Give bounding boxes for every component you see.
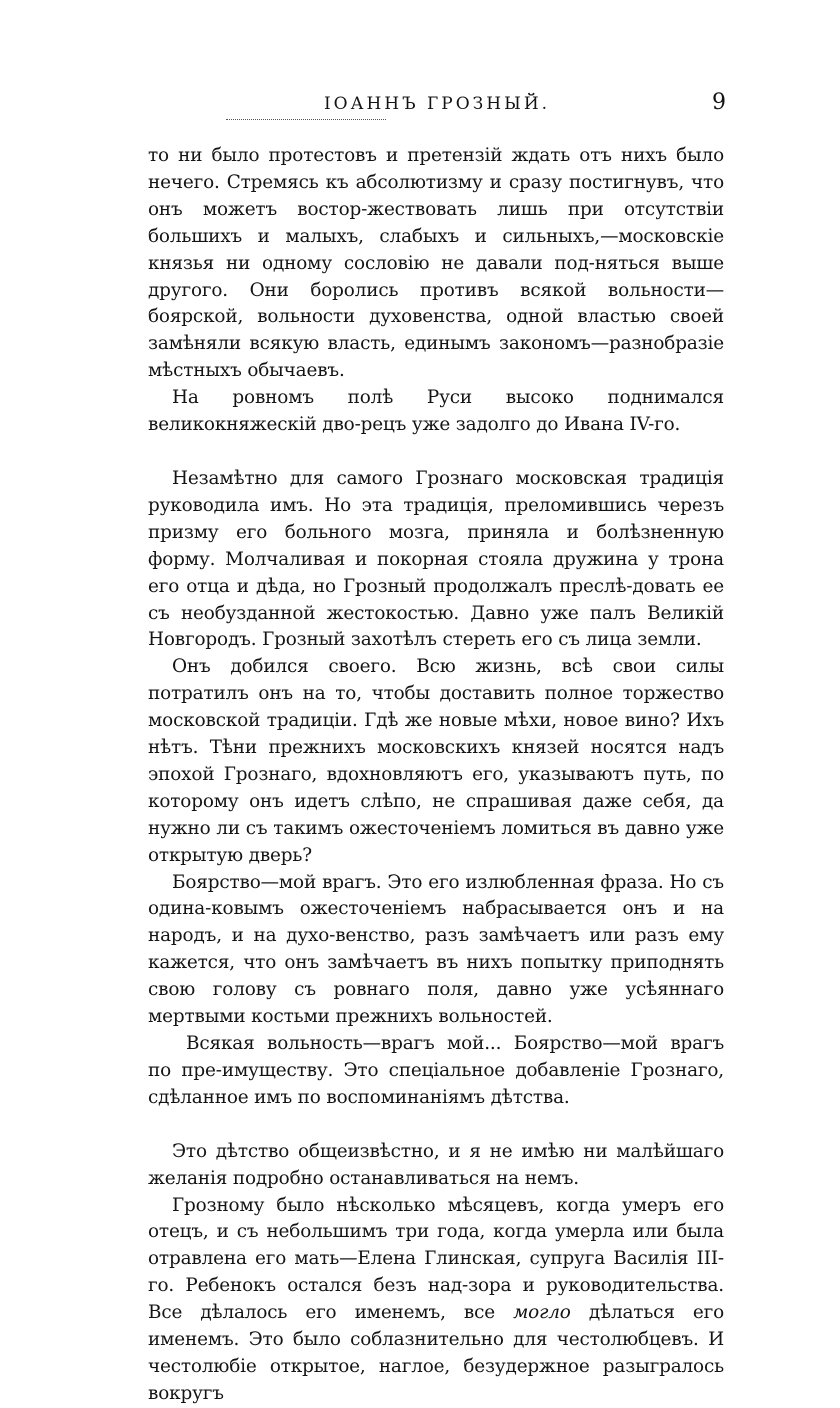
page-number: 9 <box>712 90 726 115</box>
paragraph-4: Онъ добился своего. Всю жизнь, всѣ свои силы потратилъ онъ на то, чтобы доставить полное торжество московской традиціи. Гдѣ же новые мѣхи, новое вино? Ихъ нѣтъ. Тѣни прежнихъ московскихъ князей носятся надъ эпохой Грознаго, вдохновляютъ его, указываютъ путь, по которому онъ идетъ слѣпо, не спрашивая даже себя, да нужно ли съ такимъ ожесточеніемъ ломиться въ давно уже открытую дверь? <box>148 656 724 866</box>
paragraph-8-text: Грозному было нѣсколько мѣсяцевъ, когда умеръ его отецъ, и съ небольшимъ три года, когда умерла или была отравлена его мать—Елена Глинская, супруга Василія III-го. Ребенокъ остался безъ над-зора и руководительства. Все дѣлалось его именемъ, все <box>148 1194 724 1324</box>
paragraph-6: Всякая вольность—врагъ мой... Боярство—мой врагъ по пре-имуществу. Это спеціальное добавленіе Грознаго, сдѣланное имъ по воспоминаніямъ дѣтства. <box>148 1033 724 1108</box>
running-head <box>148 90 726 122</box>
running-title: ІОАННЪ ГРОЗНЫЙ. <box>323 94 551 114</box>
paragraph-2: На ровномъ полѣ Руси высоко поднимался великокняжескій дво-рецъ уже задолго до Ивана IV-го. <box>148 387 724 436</box>
header-divider <box>226 119 386 120</box>
paragraph-5: Боярство—мой врагъ. Это его излюбленная фраза. Но съ одина-ковымъ ожесточеніемъ набрасывается онъ и на народъ, и на духо-венство, разъ замѣчаетъ или разъ ему кажется, что онъ замѣчаетъ въ нихъ попытку приподнять свою голову съ ровнаго поля, давно уже усѣяннаго мертвыми костьми прежнихъ вольностей. <box>148 871 724 1028</box>
paragraph-8 <box>148 1193 724 1408</box>
paragraph-3: Незамѣтно для самого Грознаго московская традиція руководила имъ. Но эта традиція, преломившись черезъ призму его больного мозга, приняла и болѣзненную форму. Молчаливая и покорная стояла дружина у трона его отца и дѣда, но Грозный продолжалъ преслѣ-довать ее съ необузданной жестокостью. Давно уже палъ Великій Новгородъ. Грозный захотѣлъ стереть его съ лица земли. <box>148 467 724 651</box>
paragraph-7: Это дѣтство общеизвѣстно, и я не имѣю ни малѣйшаго желанія подробно останавливаться на немъ. <box>148 1140 724 1189</box>
paragraph-1: то ни было протестовъ и претензій ждать отъ нихъ было нечего. Стремясь къ абсолютизму и сразу постигнувъ, что онъ можетъ востор-жествовать лишь при отсутствіи большихъ и малыхъ, слабыхъ и сильныхъ,—московскіе князья ни одному сословію не давали под-няться выше другого. Они боролись противъ всякой вольности—боярской, вольности духовенства, одной властью своей замѣняли всякую власть, единымъ закономъ—разнобразіе мѣстныхъ обычаевъ. <box>148 145 724 382</box>
italic-emphasis: могло <box>513 1302 571 1324</box>
body-text <box>148 143 724 1408</box>
paragraph-8-continuation: дѣлаться его именемъ. Это было соблазнительно для честолюбцевъ. И честолюбіе открытое, наглое, безудержное разыгралось вокругъ <box>148 1302 725 1404</box>
